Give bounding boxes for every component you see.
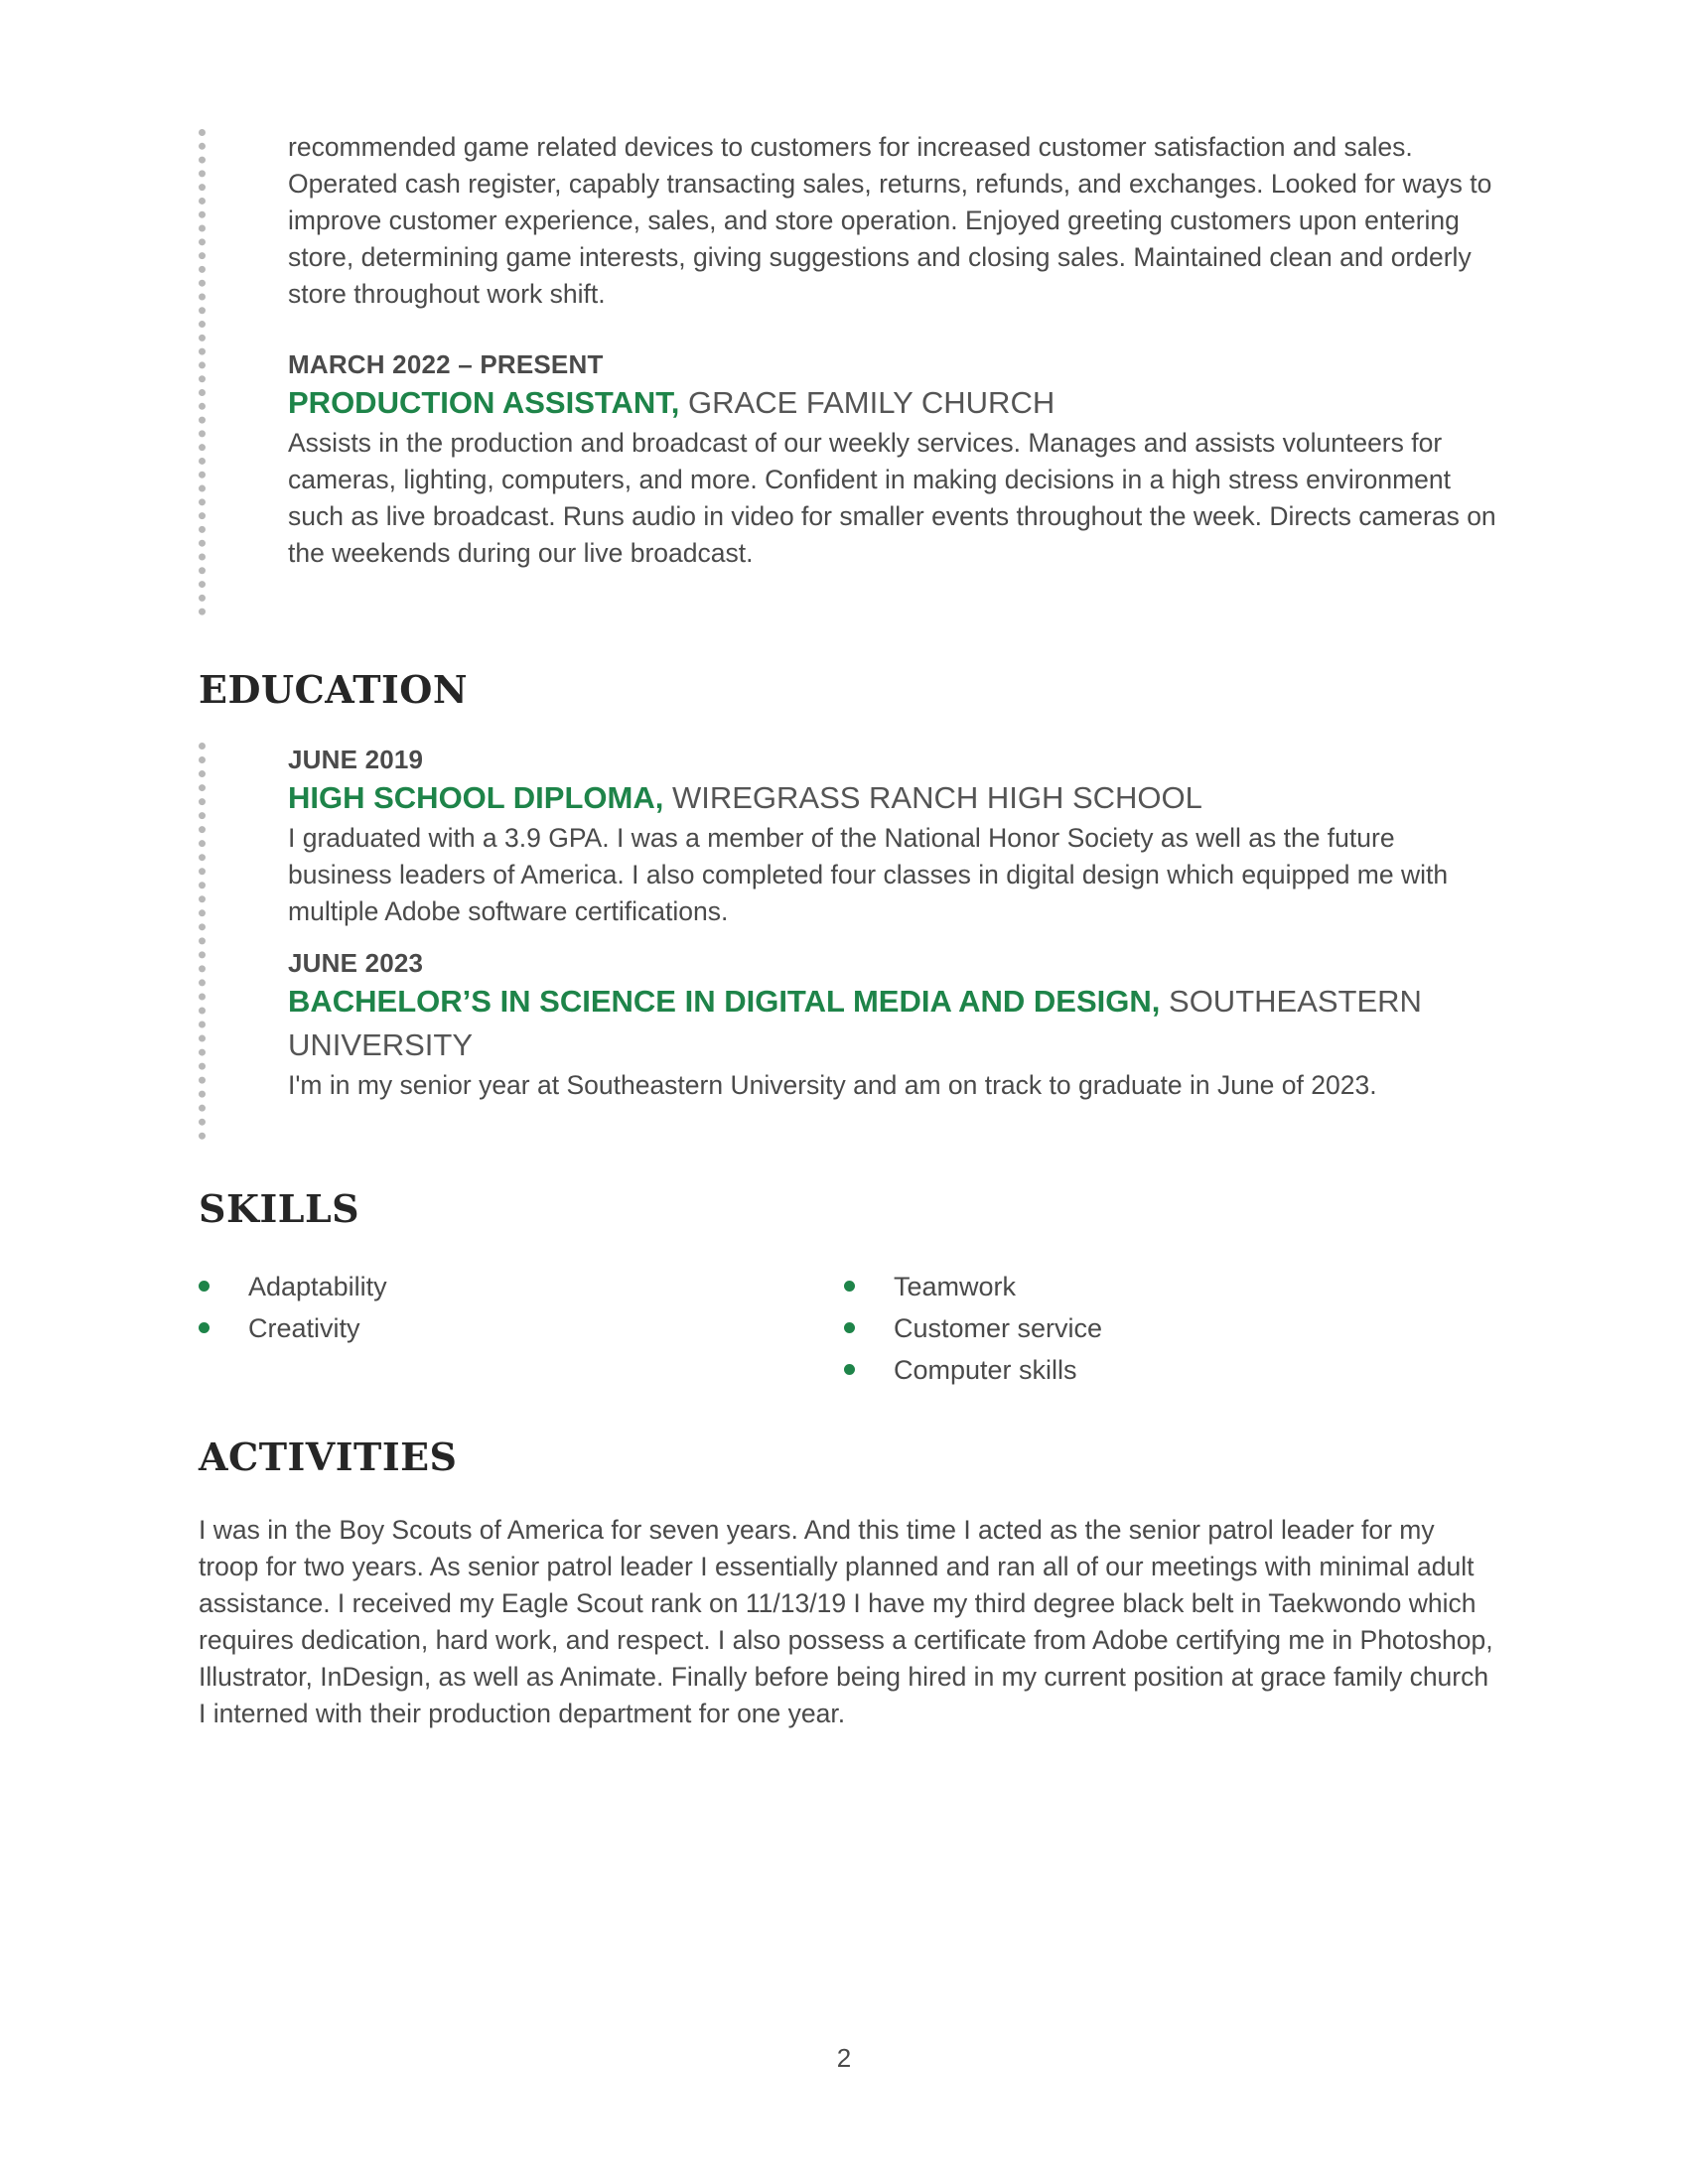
skill-item: Adaptability [199,1266,844,1307]
skills-column-right [844,1266,1489,1391]
skills-heading: SKILLS [199,1186,360,1231]
job-description: Assists in the production and broadcast of our weekly services. Manages and assists volunteers for cameras, lighting, computers, and more. Confident in making decisions in a high stress environment such as live broadcast. Runs audio in video for smaller events throughout the week. Directs cameras on the weekends during our live broadcast. [288,428,1496,568]
job-date: MARCH 2022 – PRESENT [288,349,604,379]
page-number: 2 [836,2043,852,2073]
education-date: JUNE 2019 [288,745,424,774]
education-heading: EDUCATION [199,667,469,712]
skill-item: Customer service [844,1307,1489,1349]
bullet-icon [199,1281,210,1292]
education-block [199,743,1499,1140]
bullet-icon [199,1322,210,1333]
bullet-icon [844,1322,855,1333]
experience-continued-description: recommended game related devices to customers for increased customer satisfaction and sales. Operated cash register, capably transacting sales, returns, refunds, and exchanges. Looked for ways to improve customer experience, sales, and store operation. Enjoyed greeting customers upon entering store, determining game interests, giving suggestions and closing sales. Maintained clean and orderly store throughout work shift. [288,132,1492,309]
education-date: JUNE 2023 [288,948,424,978]
skill-item: Creativity [199,1307,844,1349]
skill-item: Teamwork [844,1266,1489,1307]
education-title: HIGH SCHOOL DIPLOMA, [288,780,664,815]
experience-block [199,129,1499,615]
education-degree [288,776,1499,820]
job-organization: GRACE FAMILY CHURCH [688,385,1055,420]
activities-heading: ACTIVITIES [199,1434,458,1479]
bullet-icon [844,1281,855,1292]
education-degree [288,980,1499,1067]
activities-text: I was in the Boy Scouts of America for seven years. And this time I acted as the senior patrol leader for my troop for two years. As senior patrol leader I essentially planned and ran all of our meetings with minimal adult assistance. I received my Eagle Scout rank on 11/13/19 I have my third degree black belt in Taekwondo which requires dedication, hard work, and respect. I also possess a certificate from Adobe certifying me in Photoshop, Illustrator, InDesign, as well as Animate. Finally before being hired in my current position at grace family church I interned with their production department for one year. [199,1515,1493,1728]
job-role [288,381,1499,425]
education-entry [288,946,1499,1104]
skills-column-left [199,1266,844,1391]
job-entry [288,347,1499,572]
skill-item: Computer skills [844,1349,1489,1391]
education-title: BACHELOR’S IN SCIENCE IN DIGITAL MEDIA AND DESIGN, [288,984,1161,1019]
education-school: SOUTHEASTERN UNIVERSITY [288,984,1422,1062]
skills-list [199,1266,1489,1391]
education-description: I'm in my senior year at Southeastern University and am on track to graduate in June of 2023. [288,1070,1377,1100]
education-description: I graduated with a 3.9 GPA. I was a member of the National Honor Society as well as the future business leaders of America. I also completed four classes in digital design which equipped me with multiple Adobe software certifications. [288,823,1449,926]
education-school: WIREGRASS RANCH HIGH SCHOOL [671,780,1202,815]
education-entry [288,743,1499,930]
job-title: PRODUCTION ASSISTANT, [288,385,680,420]
bullet-icon [844,1364,855,1375]
